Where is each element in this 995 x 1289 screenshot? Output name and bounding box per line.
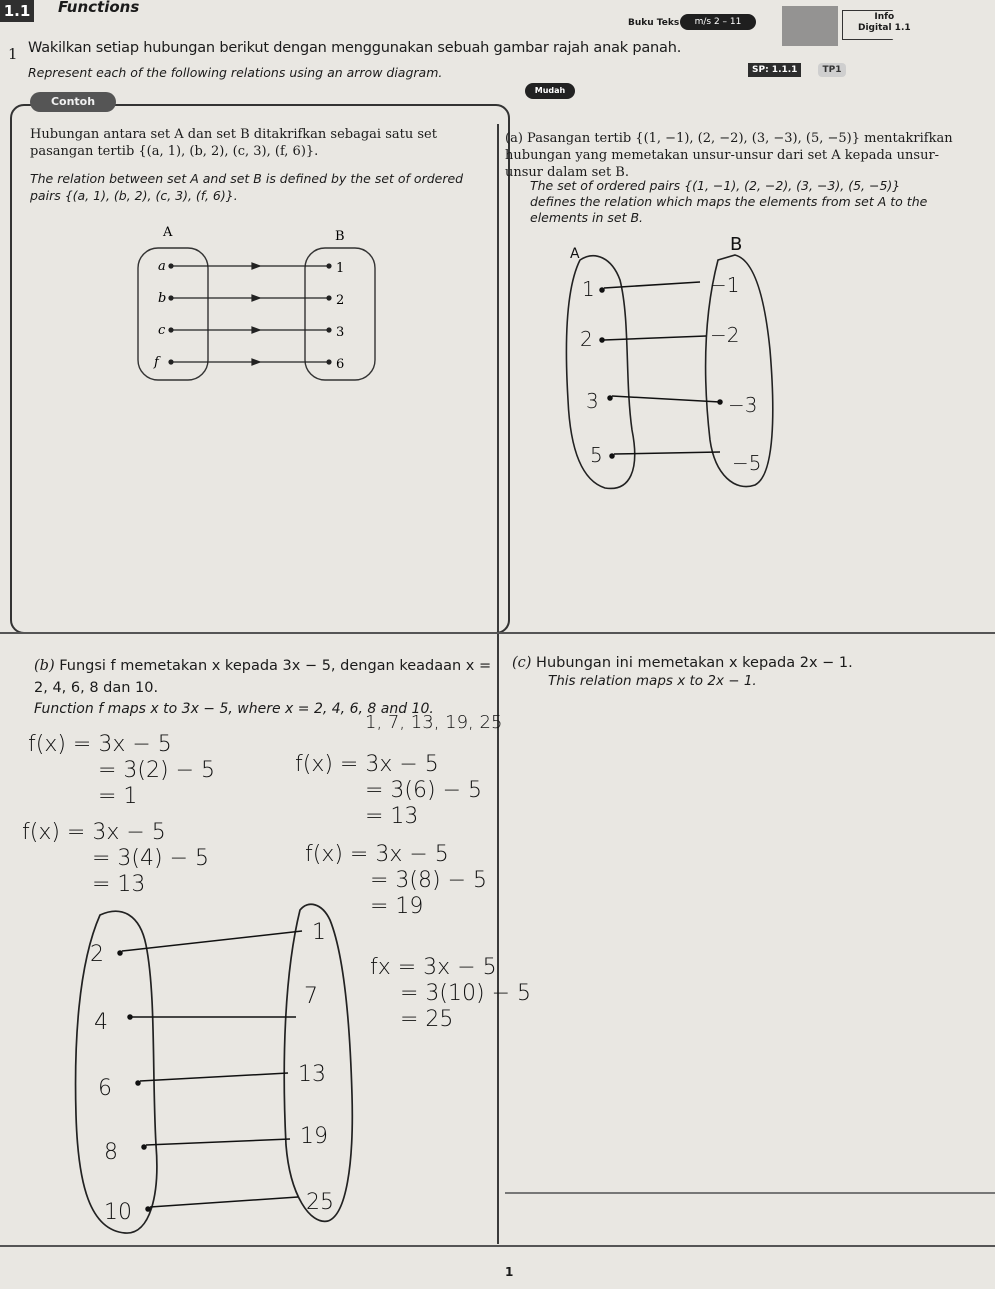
hand-set-b-label: B bbox=[730, 234, 743, 255]
info-digital-label bbox=[858, 12, 911, 34]
page-number: 1 bbox=[505, 1265, 514, 1279]
codomain-1: 1 bbox=[336, 261, 345, 276]
part-a-codomain-1: −1 bbox=[710, 273, 740, 297]
example-text-english: The relation between set A and set B is defined by the set of ordered pairs {(a, 1), (b, 2), (c, 3), (f, 6)}. bbox=[30, 171, 464, 203]
difficulty-badge: Mudah bbox=[525, 83, 575, 99]
part-a-codomain-2: −2 bbox=[710, 323, 740, 347]
working-2 bbox=[22, 820, 209, 898]
part-a-domain-2: 2 bbox=[580, 327, 593, 351]
codomain-6: 6 bbox=[336, 357, 345, 372]
codomain-2: 2 bbox=[336, 293, 345, 308]
part-b-arrow-diagram bbox=[60, 895, 370, 1240]
part-b-text-english: Function f maps x to 3x − 5, where x = 2, 4, 6, 8 and 10. bbox=[34, 701, 434, 717]
working-5-line-2: = 3(10) − 5 bbox=[400, 981, 532, 1006]
domain-c: c bbox=[158, 323, 166, 338]
part-c-text-malay: Hubungan ini memetakan x kepada 2x − 1. bbox=[536, 655, 853, 671]
instruction-malay: Wakilkan setiap hubungan berikut dengan menggunakan sebuah gambar rajah anak panah. bbox=[28, 40, 682, 56]
example-arrow-diagram bbox=[130, 220, 380, 390]
part-b-text-malay: Fungsi f memetakan x kepada 3x − 5, dengan keadaan x = 2, 4, 6, 8 dan 10. bbox=[34, 658, 492, 696]
part-b-question bbox=[34, 655, 494, 699]
working-1-line-3: = 1 bbox=[98, 784, 138, 809]
part-c-text-english: This relation maps x to 2x − 1. bbox=[548, 673, 757, 689]
set-b-label: B bbox=[335, 229, 345, 244]
part-a-domain-1: 1 bbox=[582, 277, 595, 301]
set-a-label: A bbox=[163, 225, 173, 240]
codomain-3: 3 bbox=[336, 325, 345, 340]
part-c-label: (c) bbox=[512, 655, 532, 671]
part-a-text-malay: Pasangan tertib {(1, −1), (2, −2), (3, −3), (5, −5)} mentakrifkan hubungan yang memetakan unsur-unsur dari set A kepada unsur-unsur dalam set B. bbox=[505, 131, 953, 180]
working-2-line-2: = 3(4) − 5 bbox=[92, 846, 210, 871]
working-4-line-2: = 3(8) − 5 bbox=[370, 868, 488, 893]
working-1 bbox=[28, 732, 215, 810]
working-1-line-1: f(x) = 3x − 5 bbox=[28, 732, 172, 757]
bottom-border bbox=[0, 1245, 995, 1247]
part-b-codomain-13: 13 bbox=[298, 1062, 326, 1087]
part-a-text-english: The set of ordered pairs {(1, −1), (2, −2), (3, −3), (5, −5)} defines the relation which maps the elements from set A to the elements in set B. bbox=[530, 178, 928, 225]
qr-code-icon bbox=[782, 6, 838, 46]
part-b-hand-results: 1, 7, 13, 19, 25 bbox=[365, 712, 503, 733]
row-divider bbox=[0, 632, 995, 634]
part-b-codomain-7: 7 bbox=[304, 984, 318, 1009]
info-label: Info bbox=[874, 12, 895, 22]
part-a-domain-3: 3 bbox=[586, 389, 599, 413]
column-divider bbox=[497, 124, 499, 1244]
buku-teks-label: Buku Teks bbox=[628, 18, 680, 28]
section-number-badge: 1.1 bbox=[0, 0, 34, 22]
working-3-line-2: = 3(6) − 5 bbox=[365, 778, 483, 803]
part-a-question bbox=[505, 130, 965, 181]
working-3-line-3: = 13 bbox=[365, 804, 419, 829]
part-b-codomain-25: 25 bbox=[306, 1190, 334, 1215]
domain-f: f bbox=[154, 355, 159, 370]
part-b-domain-4: 4 bbox=[94, 1010, 108, 1035]
part-a-arrow-diagram bbox=[560, 230, 790, 500]
part-a-label: (a) bbox=[505, 131, 523, 146]
part-a-codomain-3: −3 bbox=[728, 393, 758, 417]
working-2-line-3: = 13 bbox=[92, 872, 146, 897]
working-3 bbox=[295, 752, 482, 830]
part-b-codomain-19: 19 bbox=[300, 1124, 328, 1149]
working-5 bbox=[370, 955, 531, 1033]
part-b-domain-2: 2 bbox=[90, 942, 104, 967]
domain-a: a bbox=[158, 259, 166, 274]
working-3-line-1: f(x) = 3x − 5 bbox=[295, 752, 439, 777]
part-b-domain-10: 10 bbox=[104, 1200, 132, 1225]
instruction-english: Represent each of the following relations using an arrow diagram. bbox=[28, 65, 443, 80]
example-label: Contoh bbox=[30, 92, 116, 112]
working-4-line-1: f(x) = 3x − 5 bbox=[305, 842, 449, 867]
working-2-line-1: f(x) = 3x − 5 bbox=[22, 820, 166, 845]
hand-set-a-label: A bbox=[570, 246, 580, 262]
domain-b: b bbox=[158, 291, 167, 306]
working-4-line-3: = 19 bbox=[370, 894, 424, 919]
header-title: Functions bbox=[58, 0, 140, 16]
part-b-domain-6: 6 bbox=[98, 1076, 112, 1101]
working-5-line-1: fx = 3x − 5 bbox=[370, 955, 497, 980]
part-a-codomain-5: −5 bbox=[732, 451, 762, 475]
tp-tag: TP1 bbox=[818, 63, 846, 77]
right-bottom-line bbox=[505, 1192, 995, 1194]
example-text-malay: Hubungan antara set A dan set B ditakrifkan sebagai satu set pasangan tertib {(a, 1), (b, 2), (c, 3), (f, 6)}. bbox=[30, 127, 437, 159]
part-b-domain-8: 8 bbox=[104, 1140, 118, 1165]
part-b-codomain-1: 1 bbox=[312, 920, 326, 945]
part-b-label: (b) bbox=[34, 658, 55, 674]
working-1-line-2: = 3(2) − 5 bbox=[98, 758, 216, 783]
part-a-domain-5: 5 bbox=[590, 443, 603, 467]
part-c-question bbox=[512, 652, 972, 674]
digital-label: Digital 1.1 bbox=[858, 23, 911, 33]
working-5-line-3: = 25 bbox=[400, 1007, 454, 1032]
question-number: 1 bbox=[8, 45, 18, 63]
buku-teks-pages: m/s 2 – 11 bbox=[680, 14, 756, 30]
sp-tag: SP: 1.1.1 bbox=[748, 63, 801, 77]
